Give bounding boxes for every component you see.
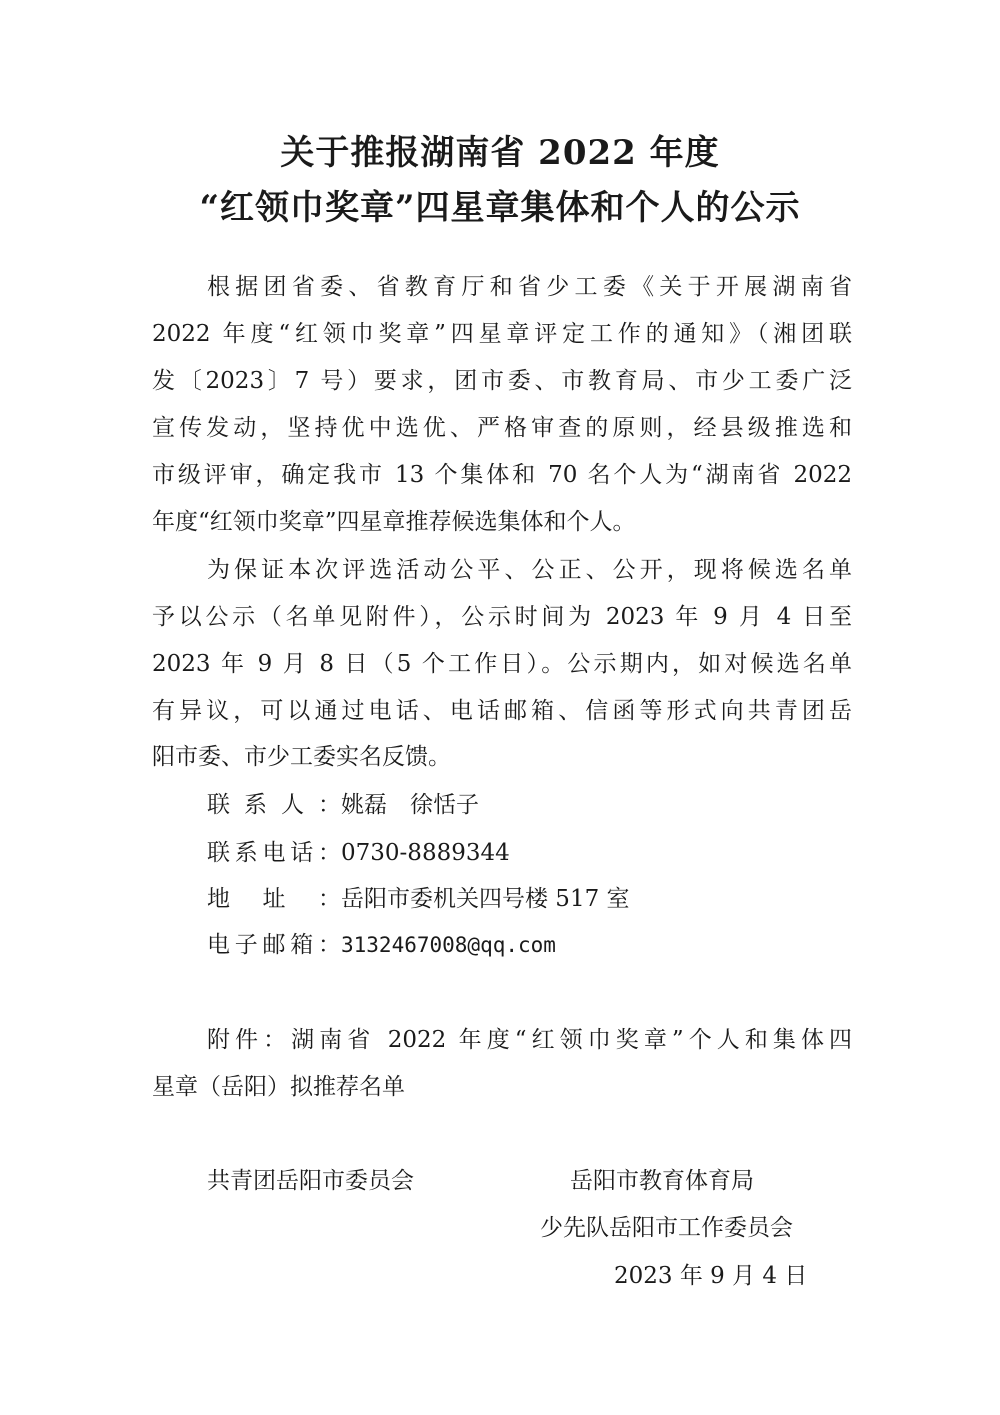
contact-phone <box>207 838 510 868</box>
contact-email-value[interactable]: 3132467008@qq.com <box>341 933 556 957</box>
contact-person <box>207 790 479 820</box>
signature-org-young-pioneers: 少先队岳阳市工作委员会 <box>540 1215 793 1241</box>
paragraph-2-line: 阳市委、市少工委实名反馈。 <box>152 744 451 770</box>
signature-org-education-bureau: 岳阳市教育体育局 <box>570 1168 754 1194</box>
attachment-line: 星章（岳阳）拟推荐名单 <box>152 1074 405 1100</box>
paragraph-1-line: 宣传发动，坚持优中选优、严格审查的原则，经县级推选和 <box>152 415 852 441</box>
signature-date: 2023 年 9 月 4 日 <box>614 1263 808 1289</box>
document-title-line-2: “红领巾奖章”四星章集体和个人的公示 <box>199 188 801 228</box>
paragraph-2-line: 有异议，可以通过电话、电话邮箱、信函等形式向共青团岳 <box>152 698 852 724</box>
paragraph-1-line: 根据团省委、省教育厅和省少工委《关于开展湖南省 <box>207 274 852 300</box>
document-title-line-1: 关于推报湖南省 2022 年度 <box>280 133 720 173</box>
paragraph-1-line: 发〔2023〕7 号）要求，团市委、市教育局、市少工委广泛 <box>152 368 852 394</box>
paragraph-2-line: 予以公示（名单见附件），公示时间为 2023 年 9 月 4 日至 <box>152 604 852 630</box>
contact-person-label: 联系人： <box>207 792 341 818</box>
attachment-line: 附件：湖南省 2022 年度“红领巾奖章”个人和集体四 <box>207 1027 852 1053</box>
contact-phone-value: 0730-8889344 <box>341 840 510 866</box>
contact-address <box>207 884 630 914</box>
paragraph-1-line: 市级评审，确定我市 13 个集体和 70 名个人为“湖南省 2022 <box>152 462 852 488</box>
contact-address-label: 地址： <box>207 886 341 912</box>
paragraph-2-line: 为保证本次评选活动公平、公正、公开，现将候选名单 <box>207 557 852 583</box>
paragraph-1-line: 年度“红领巾奖章”四星章推荐候选集体和个人。 <box>152 509 636 535</box>
paragraph-2-line: 2023 年 9 月 8 日（5 个工作日）。公示期内，如对候选名单 <box>152 651 852 677</box>
contact-person-value: 姚磊 徐恬子 <box>341 792 479 818</box>
contact-address-value: 岳阳市委机关四号楼 517 室 <box>341 886 630 912</box>
contact-email-label: 电子邮箱： <box>207 932 341 958</box>
paragraph-1-line: 2022 年度“红领巾奖章”四星章评定工作的通知》（湘团联 <box>152 321 852 347</box>
contact-email <box>207 930 556 960</box>
contact-phone-label: 联系电话： <box>207 840 341 866</box>
signature-org-youth-league: 共青团岳阳市委员会 <box>207 1168 414 1194</box>
